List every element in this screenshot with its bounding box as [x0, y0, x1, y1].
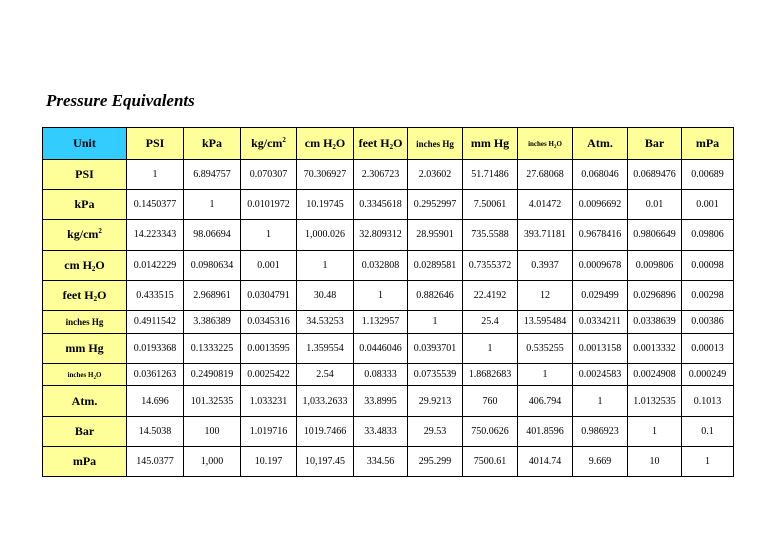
column-header-text: PSI: [145, 136, 165, 150]
table-cell: 0.01: [628, 190, 682, 220]
table-cell: 0.08333: [354, 363, 408, 386]
column-header: [628, 128, 682, 160]
column-header: [408, 128, 463, 160]
table-cell: 0.1: [682, 416, 734, 446]
table-cell: 0.0289581: [408, 250, 463, 280]
table-cell: 0.9806649: [628, 220, 682, 250]
table-cell: 0.001: [682, 190, 734, 220]
table-row: [43, 190, 734, 220]
table-cell: 0.068046: [573, 160, 628, 190]
table-cell: 401.8596: [518, 416, 573, 446]
column-header-suffix: O: [556, 139, 562, 148]
table-cell: 1.132957: [354, 310, 408, 333]
row-header: [43, 363, 127, 386]
table-body: [43, 160, 734, 477]
table-cell: 1019.7466: [297, 416, 354, 446]
table-cell: 0.2490819: [184, 363, 241, 386]
table-cell: 32.809312: [354, 220, 408, 250]
row-header-suffix: O: [95, 370, 102, 379]
table-cell: 0.0096692: [573, 190, 628, 220]
table-cell: 1: [297, 250, 354, 280]
table-cell: 1: [127, 160, 184, 190]
table-cell: 0.070307: [241, 160, 297, 190]
table-cell: 22.4192: [463, 280, 518, 310]
table-cell: 12: [518, 280, 573, 310]
column-header: [463, 128, 518, 160]
row-header-text: inches Hg: [65, 316, 104, 327]
column-header-script: 2: [332, 143, 336, 151]
table-cell: 1,000.026: [297, 220, 354, 250]
table-cell: 1.019716: [241, 416, 297, 446]
table-cell: 25.4: [463, 310, 518, 333]
table-cell: 1: [628, 416, 682, 446]
table-cell: 0.1013: [682, 386, 734, 416]
column-header-text: kPa: [201, 136, 222, 150]
page-title: Pressure Equivalents: [46, 91, 195, 110]
table-cell: 1.8682683: [463, 363, 518, 386]
table-cell: 0.00298: [682, 280, 734, 310]
column-header: [354, 128, 408, 160]
table-cell: 0.0393701: [408, 333, 463, 363]
table-cell: 10.197: [241, 446, 297, 476]
table-cell: 33.4833: [354, 416, 408, 446]
row-header-suffix: O: [97, 287, 107, 302]
table-cell: 760: [463, 386, 518, 416]
table-row: [43, 363, 734, 386]
table-cell: 14.696: [127, 386, 184, 416]
table-cell: 0.0025422: [241, 363, 297, 386]
table-cell: 0.000249: [682, 363, 734, 386]
column-header: [682, 128, 734, 160]
table-cell: 14.223343: [127, 220, 184, 250]
table-cell: 0.009806: [628, 250, 682, 280]
table-cell: 334.56: [354, 446, 408, 476]
row-header-script: 2: [93, 375, 96, 381]
row-header-script: 2: [93, 294, 98, 303]
table-cell: 9.669: [573, 446, 628, 476]
column-header-text: inches H: [528, 139, 554, 148]
row-header-text: cm H: [64, 257, 92, 272]
table-cell: 33.8995: [354, 386, 408, 416]
column-header-text: Atm.: [587, 136, 613, 150]
row-header-text: mm Hg: [65, 340, 104, 355]
table-row: [43, 416, 734, 446]
row-header-text: feet H: [62, 287, 94, 302]
table-cell: 10.19745: [297, 190, 354, 220]
row-header-suffix: O: [95, 257, 105, 272]
table-cell: 0.0009678: [573, 250, 628, 280]
table-row: [43, 250, 734, 280]
column-header-text: mm Hg: [470, 136, 510, 150]
table-cell: 0.09806: [682, 220, 734, 250]
table-cell: 29.53: [408, 416, 463, 446]
table-cell: 101.32535: [184, 386, 241, 416]
table-cell: 0.0193368: [127, 333, 184, 363]
table-cell: 100: [184, 416, 241, 446]
table-cell: 1.359554: [297, 333, 354, 363]
column-header: [184, 128, 241, 160]
table-cell: 0.433515: [127, 280, 184, 310]
row-header: [43, 160, 127, 190]
table-cell: 2.54: [297, 363, 354, 386]
column-header-text: mPa: [695, 136, 720, 150]
table-cell: 1: [408, 310, 463, 333]
table-cell: 30.48: [297, 280, 354, 310]
row-header-script: 2: [98, 227, 102, 236]
table-cell: 1: [573, 386, 628, 416]
table-cell: 750.0626: [463, 416, 518, 446]
column-header-text: feet H: [358, 136, 390, 150]
row-header: [43, 416, 127, 446]
table-cell: 0.0345316: [241, 310, 297, 333]
table-cell: 3.386389: [184, 310, 241, 333]
table-cell: 0.0338639: [628, 310, 682, 333]
column-header: [573, 128, 628, 160]
table-cell: 1: [184, 190, 241, 220]
row-header-text: inches H: [67, 370, 94, 379]
row-header: [43, 386, 127, 416]
table-cell: 0.0024908: [628, 363, 682, 386]
table-cell: 0.029499: [573, 280, 628, 310]
table-cell: 1,000: [184, 446, 241, 476]
table-cell: 0.0304791: [241, 280, 297, 310]
table-cell: 0.0334211: [573, 310, 628, 333]
table-cell: 0.0101972: [241, 190, 297, 220]
table-cell: 70.306927: [297, 160, 354, 190]
table-cell: 0.032808: [354, 250, 408, 280]
unit-column-header: Unit: [43, 128, 127, 160]
column-header-text: cm H: [304, 136, 333, 150]
column-header-script: 2: [389, 143, 394, 151]
row-header-text: mPa: [72, 453, 97, 468]
table-cell: 0.0024583: [573, 363, 628, 386]
row-header-text: PSI: [75, 167, 94, 182]
table-cell: 0.3345618: [354, 190, 408, 220]
row-header: [43, 190, 127, 220]
table-cell: 145.0377: [127, 446, 184, 476]
table-cell: 0.1450377: [127, 190, 184, 220]
column-header: [127, 128, 184, 160]
table-row: [43, 446, 734, 476]
column-header: [518, 128, 573, 160]
table-cell: 0.001: [241, 250, 297, 280]
table-cell: 1: [518, 363, 573, 386]
row-header: [43, 333, 127, 363]
table-cell: 34.53253: [297, 310, 354, 333]
table-cell: 7500.61: [463, 446, 518, 476]
row-header-script: 2: [91, 264, 96, 273]
row-header: [43, 446, 127, 476]
table-cell: 0.0980634: [184, 250, 241, 280]
table-cell: 10: [628, 446, 682, 476]
table-cell: 0.00689: [682, 160, 734, 190]
row-header-text: kPa: [74, 197, 95, 212]
row-header-text: Atm.: [71, 393, 98, 408]
table-cell: 2.968961: [184, 280, 241, 310]
column-header: [297, 128, 354, 160]
header-row: [43, 128, 734, 160]
table-cell: 0.0013332: [628, 333, 682, 363]
table-cell: 0.7355372: [463, 250, 518, 280]
row-header: [43, 250, 127, 280]
row-header: [43, 280, 127, 310]
column-header-text: inches Hg: [416, 138, 454, 149]
row-header-text: kg/cm: [67, 227, 99, 242]
table-row: [43, 280, 734, 310]
table-cell: 0.4911542: [127, 310, 184, 333]
table-row: [43, 220, 734, 250]
table-cell: 0.0735539: [408, 363, 463, 386]
table-cell: 0.00013: [682, 333, 734, 363]
table-cell: 0.0013158: [573, 333, 628, 363]
table-cell: 98.06694: [184, 220, 241, 250]
column-header-script: 2: [553, 144, 557, 150]
table-cell: 406.794: [518, 386, 573, 416]
column-header-script: 2: [282, 136, 286, 144]
table-cell: 7.50061: [463, 190, 518, 220]
table-row: [43, 333, 734, 363]
table-cell: 27.68068: [518, 160, 573, 190]
table-cell: 0.3937: [518, 250, 573, 280]
table-cell: 0.986923: [573, 416, 628, 446]
table-cell: 0.882646: [408, 280, 463, 310]
column-header-text: kg/cm: [251, 136, 283, 150]
table-cell: 393.71181: [518, 220, 573, 250]
table-cell: 0.0689476: [628, 160, 682, 190]
table-cell: 0.0296896: [628, 280, 682, 310]
table-cell: 51.71486: [463, 160, 518, 190]
row-header: [43, 220, 127, 250]
table-cell: 0.535255: [518, 333, 573, 363]
table-cell: 0.00386: [682, 310, 734, 333]
table-cell: 0.1333225: [184, 333, 241, 363]
table-cell: 1: [463, 333, 518, 363]
pressure-equivalents-table: [42, 127, 734, 477]
table-cell: 0.2952997: [408, 190, 463, 220]
table-cell: 4014.74: [518, 446, 573, 476]
table-cell: 2.306723: [354, 160, 408, 190]
table-cell: 10,197.45: [297, 446, 354, 476]
table-row: [43, 386, 734, 416]
table-cell: 735.5588: [463, 220, 518, 250]
column-header: [241, 128, 297, 160]
table-cell: 1: [682, 446, 734, 476]
table-row: [43, 310, 734, 333]
table-cell: 0.0361263: [127, 363, 184, 386]
table-cell: 0.0013595: [241, 333, 297, 363]
table-cell: 295.299: [408, 446, 463, 476]
table-cell: 1,033.2633: [297, 386, 354, 416]
column-header-suffix: O: [393, 136, 403, 150]
table-cell: 28.95901: [408, 220, 463, 250]
table-cell: 0.0446046: [354, 333, 408, 363]
row-header: [43, 310, 127, 333]
table-cell: 0.9678416: [573, 220, 628, 250]
table-cell: 1: [241, 220, 297, 250]
table-cell: 2.03602: [408, 160, 463, 190]
column-header-text: Bar: [644, 136, 665, 150]
table-cell: 1: [354, 280, 408, 310]
table-cell: 1.0132535: [628, 386, 682, 416]
row-header-text: Bar: [74, 423, 95, 438]
table-cell: 14.5038: [127, 416, 184, 446]
table-cell: 4.01472: [518, 190, 573, 220]
table-cell: 0.0142229: [127, 250, 184, 280]
table-cell: 13.595484: [518, 310, 573, 333]
table-cell: 29.9213: [408, 386, 463, 416]
table-cell: 1.033231: [241, 386, 297, 416]
column-header-suffix: O: [335, 136, 346, 150]
table-row: [43, 160, 734, 190]
table-cell: 6.894757: [184, 160, 241, 190]
table-cell: 0.00098: [682, 250, 734, 280]
